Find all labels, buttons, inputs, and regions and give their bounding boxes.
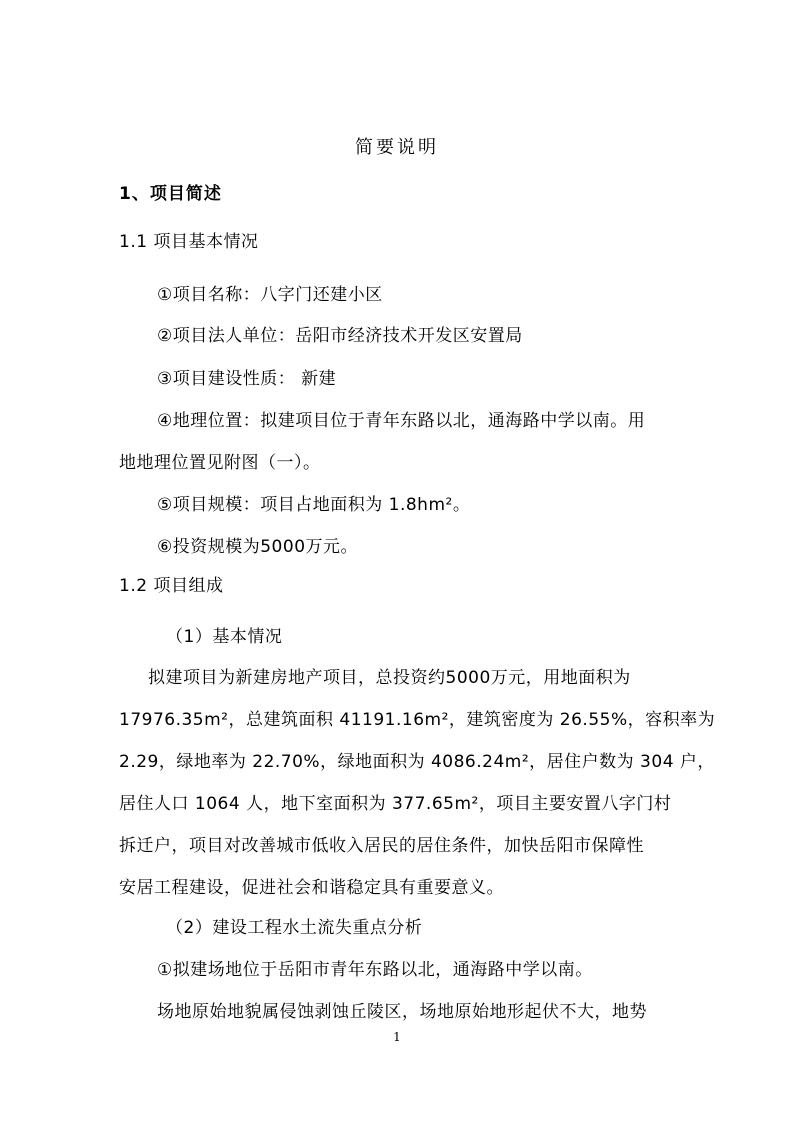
list-item: ⑥投资规模为5000万元。: [157, 537, 359, 557]
paragraph-line: 安居工程建设，促进社会和谐稳定具有重要意义。: [119, 878, 504, 898]
paragraph-line: 拆迁户，项目对改善城市低收入居民的居住条件，加快岳阳市保障性: [119, 836, 644, 856]
subsection-heading: 1.2 项目组成: [119, 576, 224, 596]
list-item: ③项目建设性质： 新建: [157, 369, 337, 389]
paragraph-line: 居住人口 1064 人，地下室面积为 377.65m²，项目主要安置八字门村: [119, 794, 672, 814]
subsection-heading: 1.1 项目基本情况: [119, 232, 259, 252]
section-heading: 1、项目简述: [119, 184, 222, 204]
list-item: ④地理位置：拟建项目位于青年东路以北，通海路中学以南。用: [157, 411, 646, 431]
list-item: ②项目法人单位：岳阳市经济技术开发区安置局: [157, 326, 523, 346]
page-number: 1: [393, 1030, 401, 1044]
paragraph-line: 17976.35m²，总建筑面积 41191.16m²，建筑密度为 26.55%，容积率为: [119, 710, 716, 730]
list-item: ①拟建场地位于岳阳市青年东路以北，通海路中学以南。: [157, 960, 593, 980]
paragraph-line: 2.29，绿地率为 22.70%，绿地面积为 4086.24m²，居住户数为 304 户，: [119, 752, 715, 772]
paragraph-heading: （1）基本情况: [166, 627, 283, 647]
paragraph-heading: （2）建设工程水土流失重点分析: [166, 918, 423, 938]
paragraph-line: 拟建项目为新建房地产项目，总投资约5000万元，用地面积为: [148, 668, 631, 688]
list-item: ①项目名称：八字门还建小区: [157, 285, 383, 305]
list-item: ⑤项目规模：项目占地面积为 1.8hm²。: [157, 495, 471, 515]
paragraph-line: 场地原始地貌属侵蚀剥蚀丘陵区，场地原始地形起伏不大，地势: [157, 1002, 647, 1022]
list-item-continuation: 地地理位置见附图（一）。: [119, 453, 321, 473]
document-title: 简要说明: [355, 137, 439, 158]
